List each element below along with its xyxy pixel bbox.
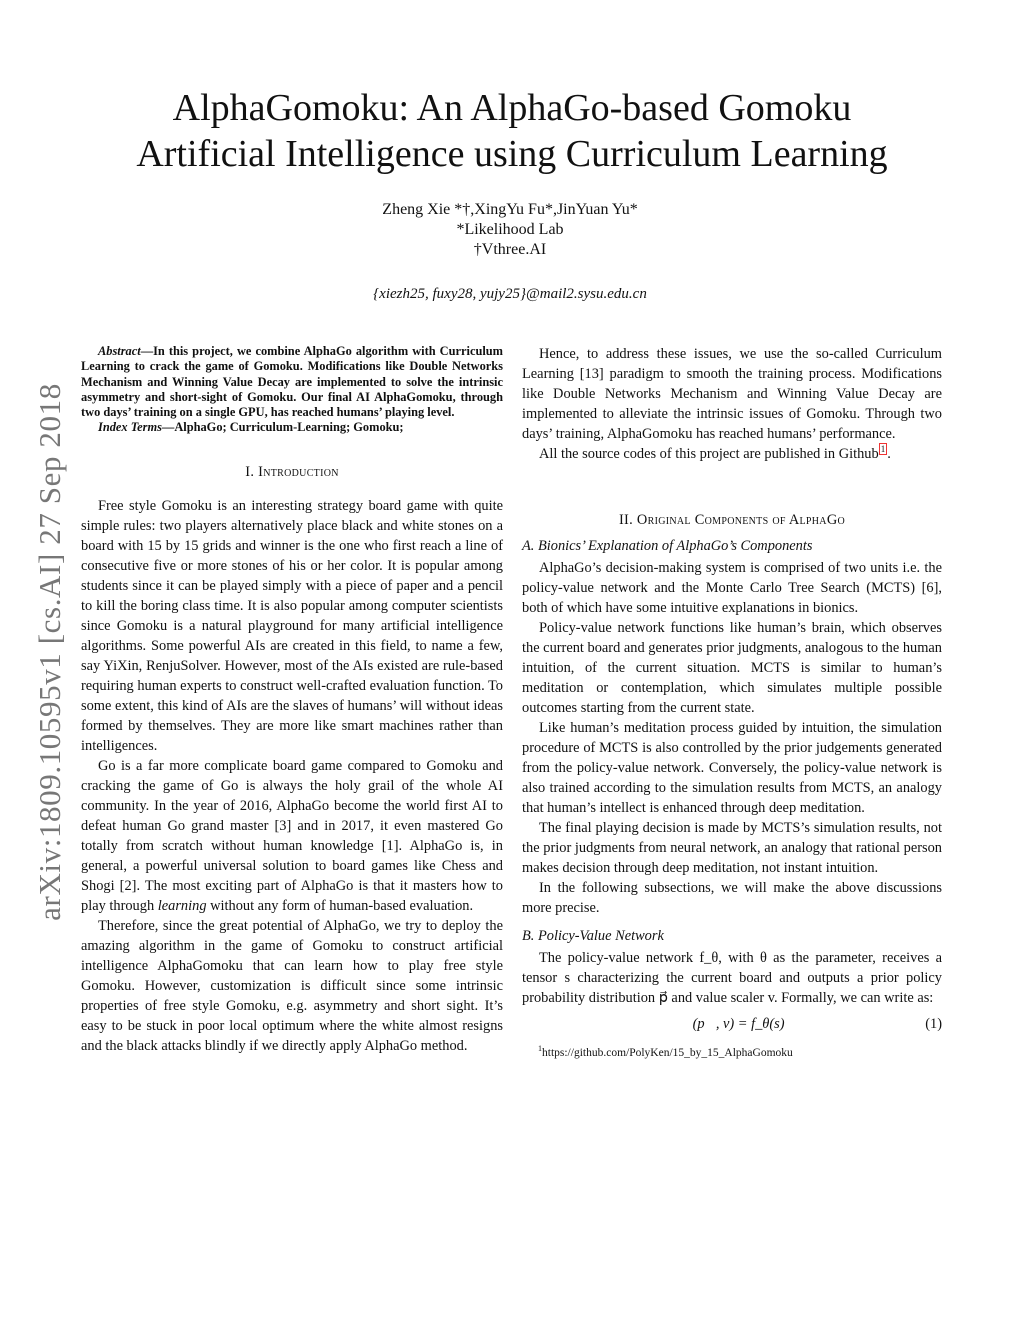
subsection-a-paragraph-4: The final playing decision is made by MCTS’s simulation results, not the prior judgments from neural network, an analogy that rational person makes decision through deep meditation, not instant intuition. [522, 820, 942, 876]
footnote-url[interactable]: https://github.com/PolyKen/15_by_15_AlphaGomoku [542, 1046, 793, 1059]
equation-1 [522, 1014, 942, 1034]
subsection-heading-b: B. Policy-Value Network [522, 928, 664, 944]
footnote [522, 1042, 942, 1060]
footnote-mark: 1 [538, 1044, 542, 1053]
index-terms [81, 420, 503, 435]
github-text: All the source codes of this project are published in Github [539, 446, 879, 462]
affiliation-2: †Vthree.AI [473, 241, 547, 258]
github-sentence-end: . [887, 446, 891, 462]
right-column [522, 344, 942, 1060]
intro-p2-start: Go is a far more complicate board game compared to Gomoku and cracking the game of Go is always the holy grail of the whole AI community. In the year of 2016, AlphaGo become the world first AI to defeat human Go grand master [3] and in 2017, it even mastered Go totally from scratch without human knowledge [1]. AlphaGo is, in general, a powerful universal solution to board games like Chess and Shogi [2]. The most exciting part of AlphaGo is that it masters how to play through [81, 757, 503, 914]
paper-title [60, 85, 964, 177]
subsection-heading-a: A. Bionics’ Explanation of AlphaGo’s Components [522, 538, 813, 554]
title-line-1: AlphaGomoku: An AlphaGo-based Gomoku [172, 87, 852, 129]
right-paragraph-1: Hence, to address these issues, we use the so-called Curriculum Learning [13] paradigm to smooth the training process. Modifications like Double Networks Mechanism and Winning Value Decay are implemented to alleviate the intrinsic issues of Gomoku. Through two days’ training, AlphaGomoku has reached humans’ performance. [522, 346, 942, 442]
subsection-b-paragraph-1: The policy-value network f_θ, with θ as the parameter, receives a tensor s characterizing the current board and outputs a prior policy probability distribution p⃗ and value scaler v. Formally, we can write as: [522, 950, 942, 1006]
equation-expression: (p⃗, v) = f_θ(s) [692, 1016, 785, 1032]
section-heading-introduction: I. Introduction [245, 463, 339, 480]
github-sentence [522, 444, 942, 464]
intro-p2-end: without any form of human-based evaluation. [206, 897, 474, 914]
intro-paragraph-3: Therefore, since the great potential of AlphaGo, we try to deploy the amazing algorithm in the game of Gomoku to construct artificial intelligence AlphaGomoku that can learn how to play free style Gomoku. However, customization is difficult since some intrinsic properties of free style Gomoku, e.g. asymmetry and short sight. It’s easy to be stuck in poor local optimum where the white almost resigns and the black attacks blindly if we directly apply AlphaGo method. [81, 917, 503, 1054]
index-terms-text: —AlphaGo; Curriculum-Learning; Gomoku; [161, 420, 404, 435]
abstract [81, 344, 503, 420]
footnote-link[interactable]: 1 [880, 444, 886, 455]
author-block [160, 200, 860, 260]
index-terms-label: Index Terms [98, 420, 162, 435]
subsection-a-paragraph-1: AlphaGo’s decision-making system is comprised of two units i.e. the policy-value network and the Monte Carlo Tree Search (MCTS) [6], both of which have some intuitive explanations in bionics. [522, 560, 942, 616]
affiliation-1: *Likelihood Lab [456, 221, 564, 238]
intro-paragraph-2 [81, 756, 503, 916]
equation-number: (1) [925, 1016, 942, 1032]
arxiv-watermark: arXiv:1809.10595v1 [cs.AI] 27 Sep 2018 [32, 383, 67, 921]
abstract-text: —In this project, we combine AlphaGo algorithm with Curriculum Learning to crack the game of Gomoku. Modifications like Double Networks Mechanism and Winning Value Decay are implemented to solve the intrinsic asymmetry and short-sight of Gomoku. Our final AI AlphaGomoku, through two days’ training on a single GPU, has reached humans’ playing level. [81, 344, 503, 420]
subsection-a-paragraph-3: Like human’s meditation process guided by intuition, the simulation procedure of MCTS is also controlled by the prior judgements generated from the policy-value network. Conversely, the policy-value network is also trained according to the simulation results from MCTS, an analogy that human’s intellect is enhanced through deep meditation. [522, 720, 942, 816]
author-email: {xiezh25, fuxy28, yujy25}@mail2.sysu.edu.cn [373, 286, 647, 302]
left-column [81, 344, 503, 1056]
intro-p2-emphasis: learning [157, 897, 207, 914]
intro-paragraph-1: Free style Gomoku is an interesting strategy board game with quite simple rules: two players alternatively place black and white stones on a board with 15 by 15 grids and winner is the one who first reach a line of consecutive five or more stones of his or her color. It is popular among students since it can be played simply with a piece of paper and a pencil to kill the boring class time. It is also popular among computer scientists since Gomoku is a natural playground for many artificial intelligence algorithms. Some powerful AIs are created in this field, to name a few, say YiXin, RenjuSolver. However, most of the AIs existed are rule-based requiring human experts to construct well-crafted evaluation function. To some extent, this kind of AIs are the slaves of humans’ will without ideas formed by themselves. They are more like smart machines rather than intelligences. [81, 497, 503, 754]
subsection-a-paragraph-2: Policy-value network functions like human’s brain, which observes the current board and generates prior judgments, analogous to the human intuition, of the current situation. MCTS is similar to human’s meditation or contemplation, which simulates multiple possible outcomes starting from the current state. [522, 620, 942, 716]
abstract-label: Abstract [98, 344, 141, 358]
title-line-2: Artificial Intelligence using Curriculum Learning [136, 133, 888, 175]
author-names: Zheng Xie *†,XingYu Fu*,JinYuan Yu* [382, 201, 638, 218]
subsection-a-paragraph-5: In the following subsections, we will make the above discussions more precise. [522, 880, 942, 916]
section-heading-original-components: II. Original Components of AlphaGo [618, 512, 846, 528]
